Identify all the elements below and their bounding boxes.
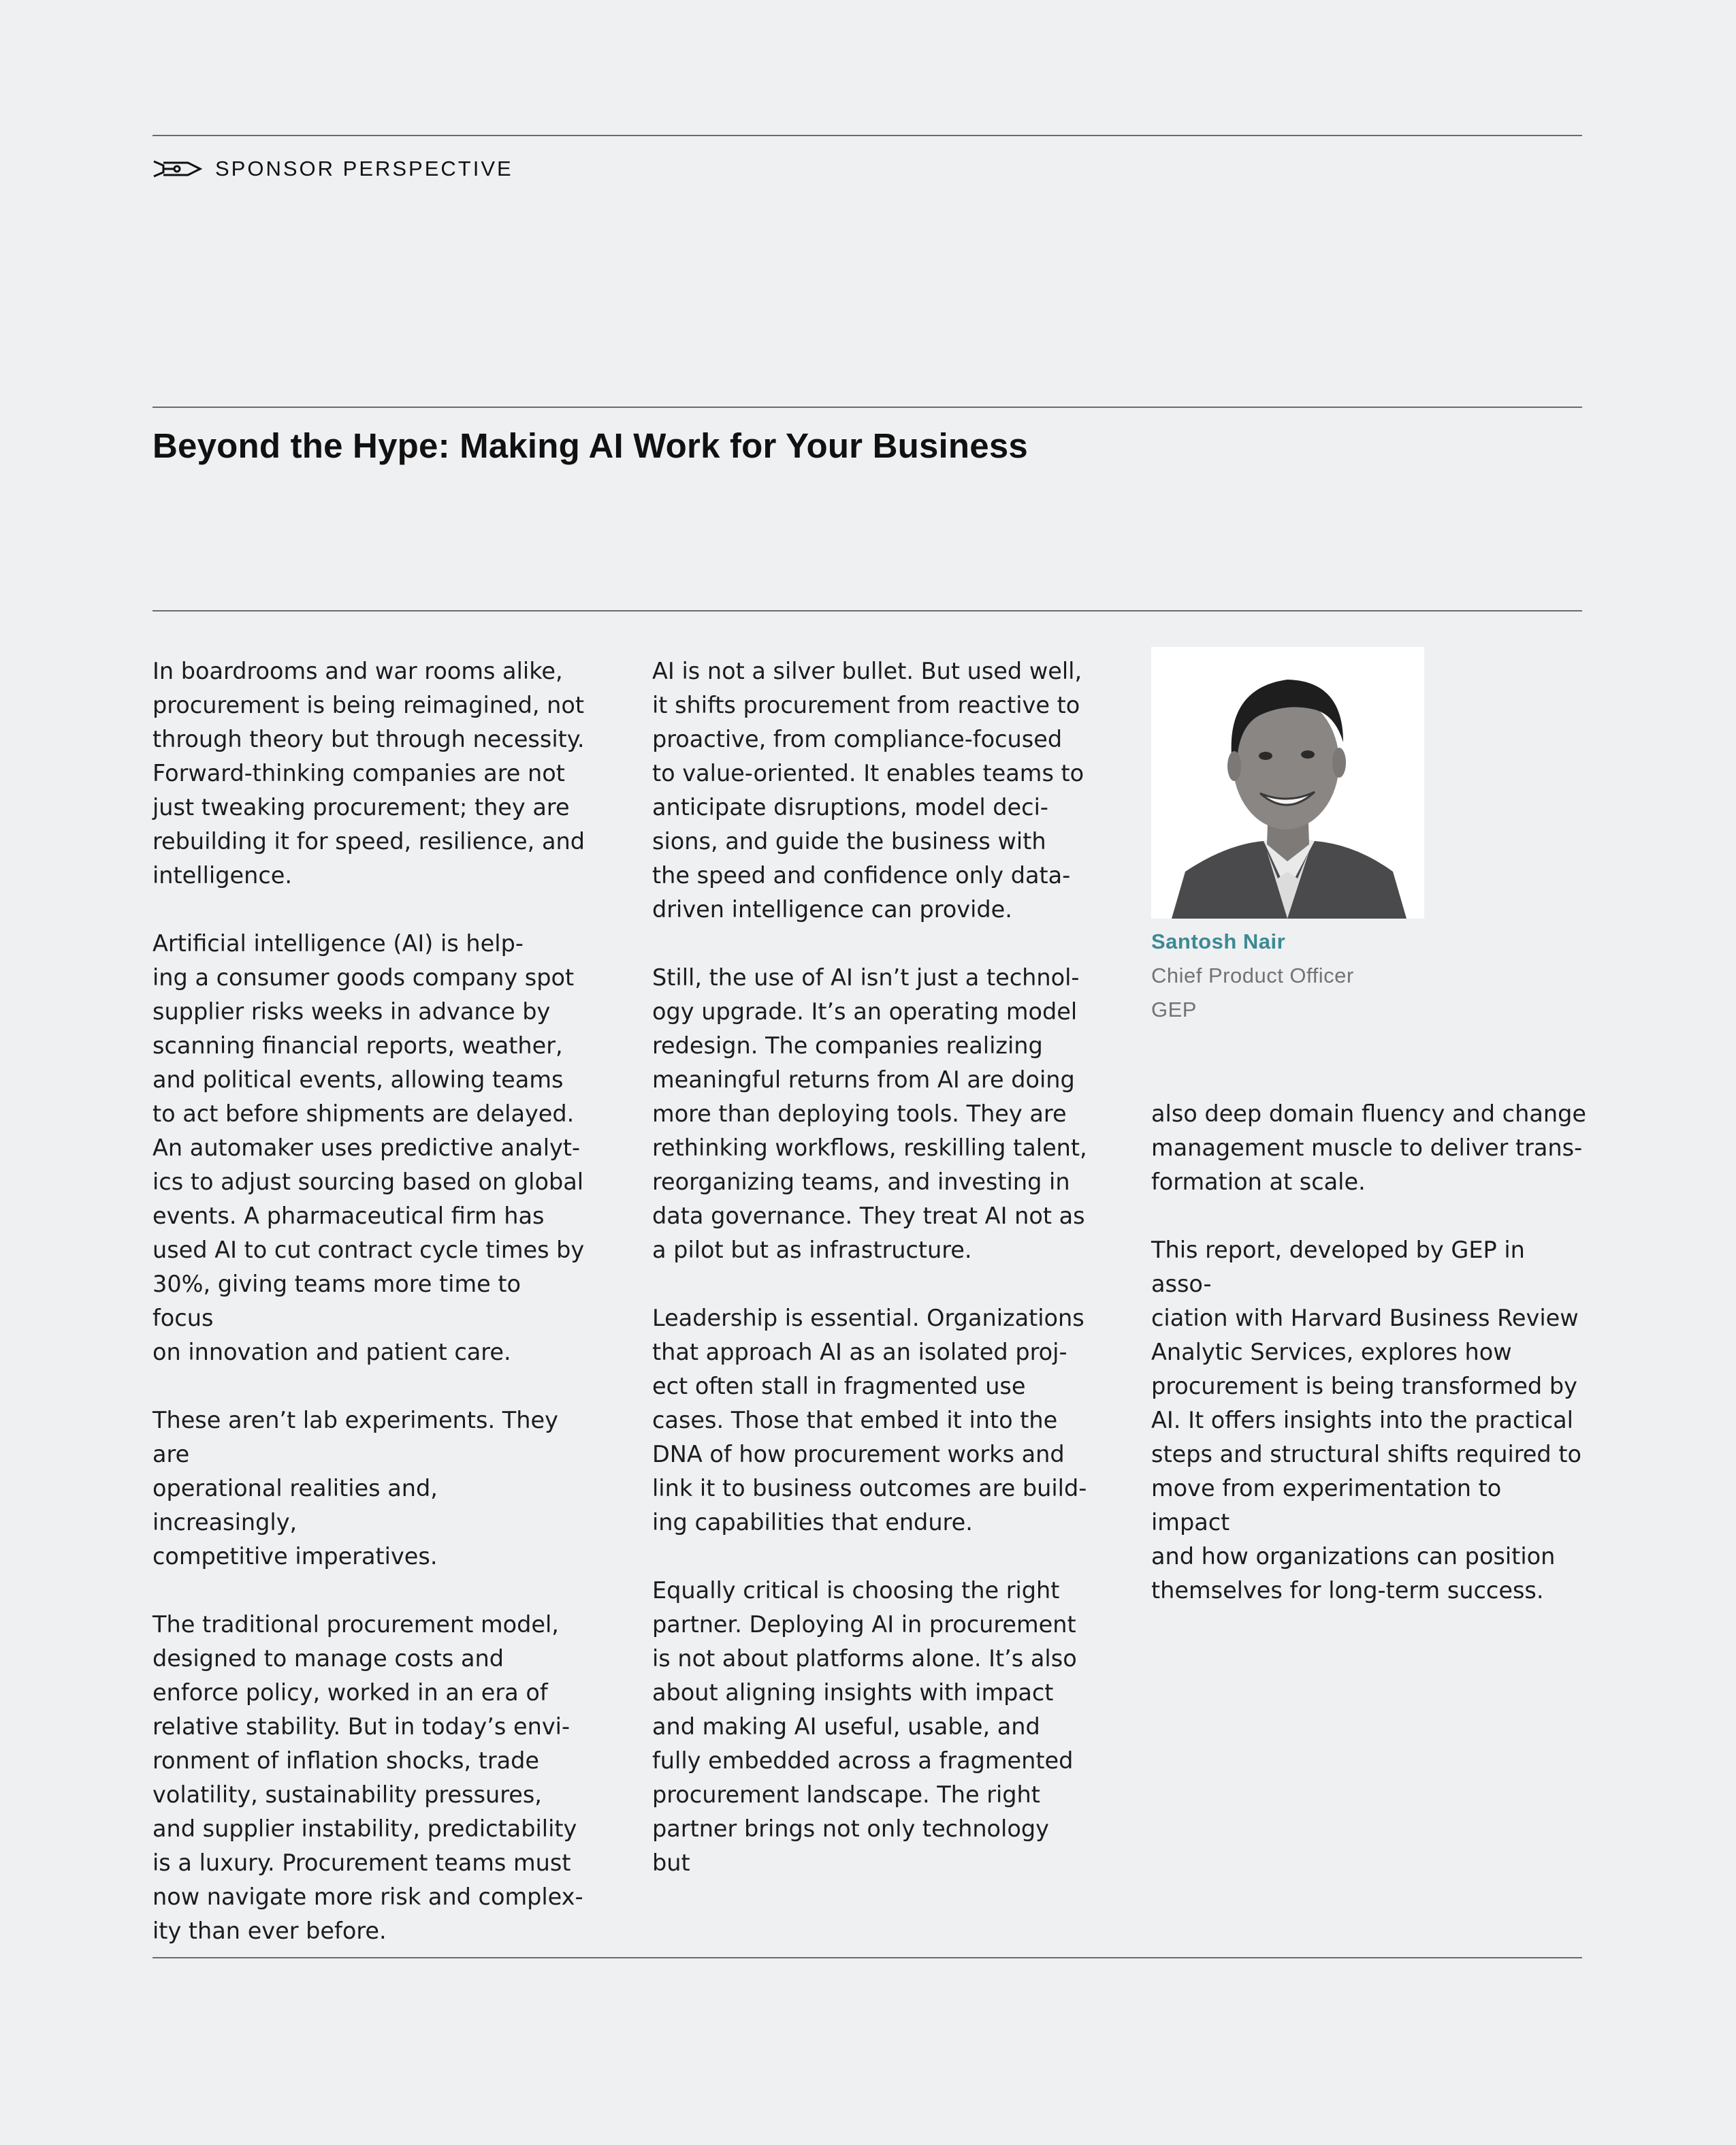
sponsor-logo-icon [152, 156, 203, 182]
article-title: Beyond the Hype: Making AI Work for Your Business [152, 426, 1028, 465]
author-name: Santosh Nair [1151, 930, 1286, 953]
paragraph: Leadership is essential. Organizations that approach AI as an isolated proj- ect often stall in fragmented use cases. Those that embed it into the DNA of how procurement works and link it to business outcomes are build- ing capabilities that endure. [652, 1305, 1087, 1536]
top-divider [152, 135, 1582, 136]
author-role: Chief Product Officer [1151, 964, 1354, 987]
title-bottom-divider [152, 610, 1582, 611]
sponsor-header [152, 156, 513, 182]
paragraph: The traditional procurement model, designed to manage costs and enforce policy, worked in an era of relative stability. But in today’s envi- ronment of inflation shocks, trade volatility, sustainability pressures, and supplier instability, predictability is a luxury. Procurement teams must now navigate more risk and complex- ity than ever before. [152, 1611, 583, 1944]
paragraph: AI is not a silver bullet. But used well, it shifts procurement from reactive to proactive, from compliance-focused to value-oriented. It enables teams to anticipate disruptions, model deci- sions, and guide the business with the speed and confidence only data- driven intelligence can provide. [652, 658, 1084, 923]
paragraph: Equally critical is choosing the right partner. Deploying AI in procurement is not about platforms alone. It’s also about aligning insights with impact and making AI useful, usable, and fully embedded across a fragmented procurement landscape. The right partner brings not only technology but [652, 1577, 1077, 1876]
author-photo [1151, 647, 1424, 919]
author-company: GEP [1151, 998, 1197, 1021]
article-column-3 [1151, 1097, 1587, 1642]
paragraph: Artificial intelligence (AI) is help- ing a consumer goods company spot supplier risks weeks in advance by scanning financial reports, weather, and political events, allowing teams to act before shipments are delayed. An automaker uses predictive analyt- ics to adjust sourcing based on global events. A pharmaceutical firm has used AI to cut contract cycle times by 30%, giving teams more time to focus on innovation and patient care. [152, 930, 585, 1365]
section-label: SPONSOR PERSPECTIVE [215, 157, 513, 180]
bottom-divider [152, 1957, 1582, 1958]
paragraph: also deep domain fluency and change management muscle to deliver trans- formation at scale. [1151, 1100, 1586, 1195]
article-column-1 [152, 654, 588, 1982]
paragraph: Still, the use of AI isn’t just a technol- ogy upgrade. It’s an operating model redesign. The companies realizing meaningful returns from AI are doing more than deploying tools. They are rethinking workflows, reskilling talent, reorganizing teams, and investing in data governance. They treat AI not as a pilot but as infrastructure. [652, 964, 1087, 1263]
title-top-divider [152, 407, 1582, 408]
paragraph: This report, developed by GEP in asso- ciation with Harvard Business Review Analytic Services, explores how procurement is being transformed by AI. It offers insights into the practical steps and structural shifts required to move from experimentation to impact and how organizations can position themselves for long-term success. [1151, 1237, 1581, 1604]
article-column-2 [652, 654, 1088, 1914]
paragraph: These aren’t lab experiments. They are operational realities and, increasingly, competitive imperatives. [152, 1407, 558, 1570]
paragraph: In boardrooms and war rooms alike, procurement is being reimagined, not through theory but through necessity. Forward-thinking companies are not just tweaking procurement; they are rebuilding it for speed, resilience, and intelligence. [152, 658, 585, 889]
